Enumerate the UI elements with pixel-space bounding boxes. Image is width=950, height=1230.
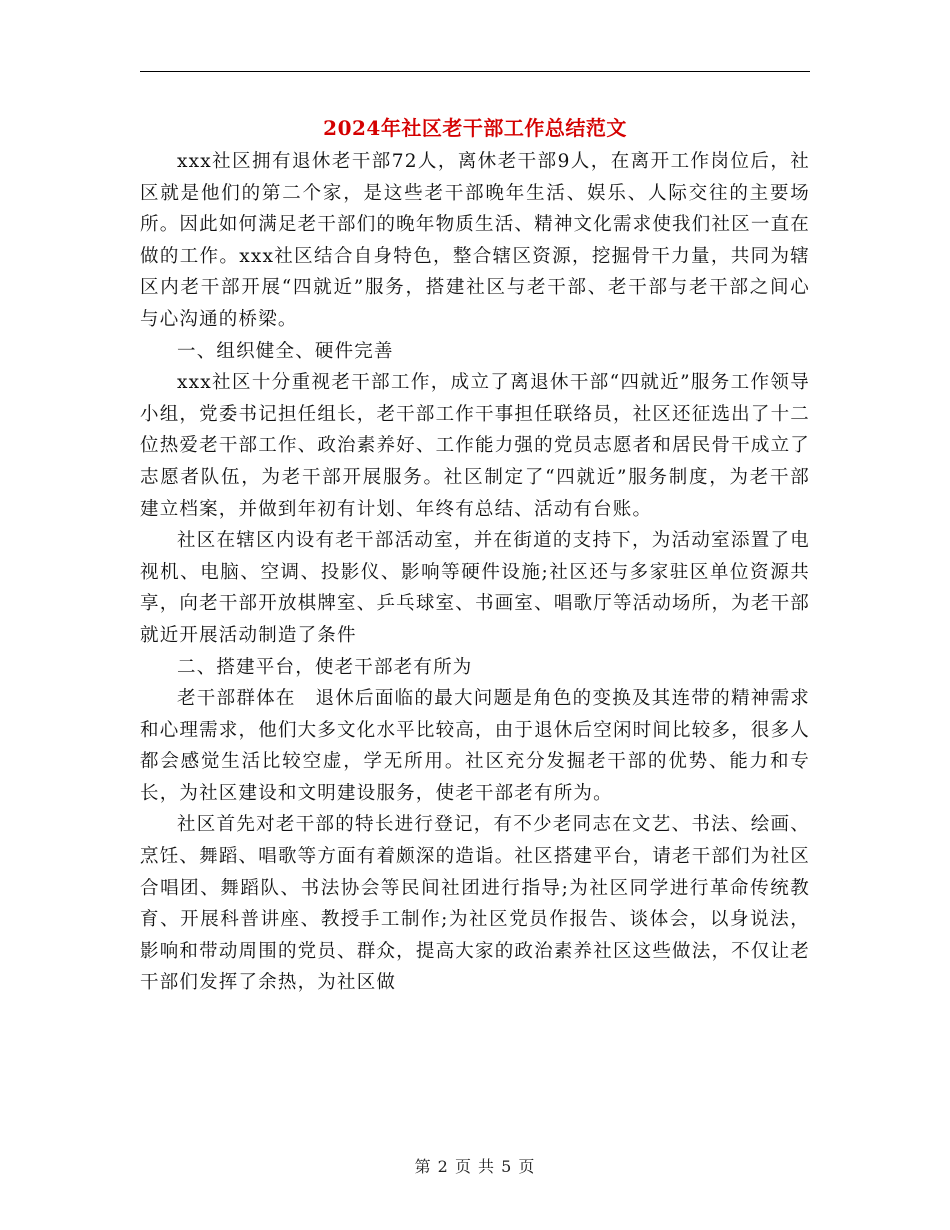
document-title: 2024年社区老干部工作总结范文 xyxy=(323,116,627,140)
section-heading-1: 一、组织健全、硬件完善 xyxy=(177,340,394,362)
section-2-paragraph-1: 老干部群体在 退休后面临的最大问题是角色的变换及其连带的精神需求和心理需求，他们大多文化水平比较高，由于退休后空闲时间比较多，很多人都会感觉生活比较空虚，学无所用。社区充分发掘老干部的优势、能力和专长，为社区建设和文明建设服务，使老干部老有所为。 xyxy=(140,688,810,804)
section-heading-2: 二、搭建平台，使老干部老有所为 xyxy=(177,656,473,678)
document-body xyxy=(140,146,810,999)
section-1-paragraph-2: 社区在辖区内设有老干部活动室，并在街道的支持下，为活动室添置了电视机、电脑、空调、投影仪、影响等硬件设施;社区还与多家驻区单位资源共享，向老干部开放棋牌室、乒乓球室、书画室、唱歌厅等活动场所，为老干部就近开展活动制造了条件 xyxy=(140,530,810,646)
intro-paragraph: xxx社区拥有退休老干部72人，离休老干部9人，在离开工作岗位后，社区就是他们的第二个家，是这些老干部晚年生活、娱乐、人际交往的主要场所。因此如何满足老干部们的晚年物质生活、精神文化需求使我们社区一直在做的工作。xxx社区结合自身特色，整合辖区资源，挖掘骨干力量，共同为辖区内老干部开展“四就近”服务，搭建社区与老干部、老干部与老干部之间心与心沟通的桥梁。 xyxy=(140,151,810,330)
page-number-footer: 第 2 页 共 5 页 xyxy=(414,1157,536,1176)
section-2-paragraph-2: 社区首先对老干部的特长进行登记，有不少老同志在文艺、书法、绘画、烹饪、舞蹈、唱歌等方面有着颇深的造诣。社区搭建平台，请老干部们为社区合唱团、舞蹈队、书法协会等民间社团进行指导;为社区同学进行革命传统教育、开展科普讲座、教授手工制作;为社区党员作报告、谈体会，以身说法，影响和带动周围的党员、群众，提高大家的政治素养社区这些做法，不仅让老干部们发挥了余热，为社区做 xyxy=(140,814,810,994)
header-rule xyxy=(140,71,810,72)
section-1-paragraph-1: xxx社区十分重视老干部工作，成立了离退休干部“四就近”服务工作领导小组，党委书记担任组长，老干部工作干事担任联络员，社区还征选出了十二位热爱老干部工作、政治素养好、工作能力强的党员志愿者和居民骨干成立了志愿者队伍，为老干部开展服务。社区制定了“四就近”服务制度，为老干部建立档案，并做到年初有计划、年终有总结、活动有台账。 xyxy=(140,372,810,520)
